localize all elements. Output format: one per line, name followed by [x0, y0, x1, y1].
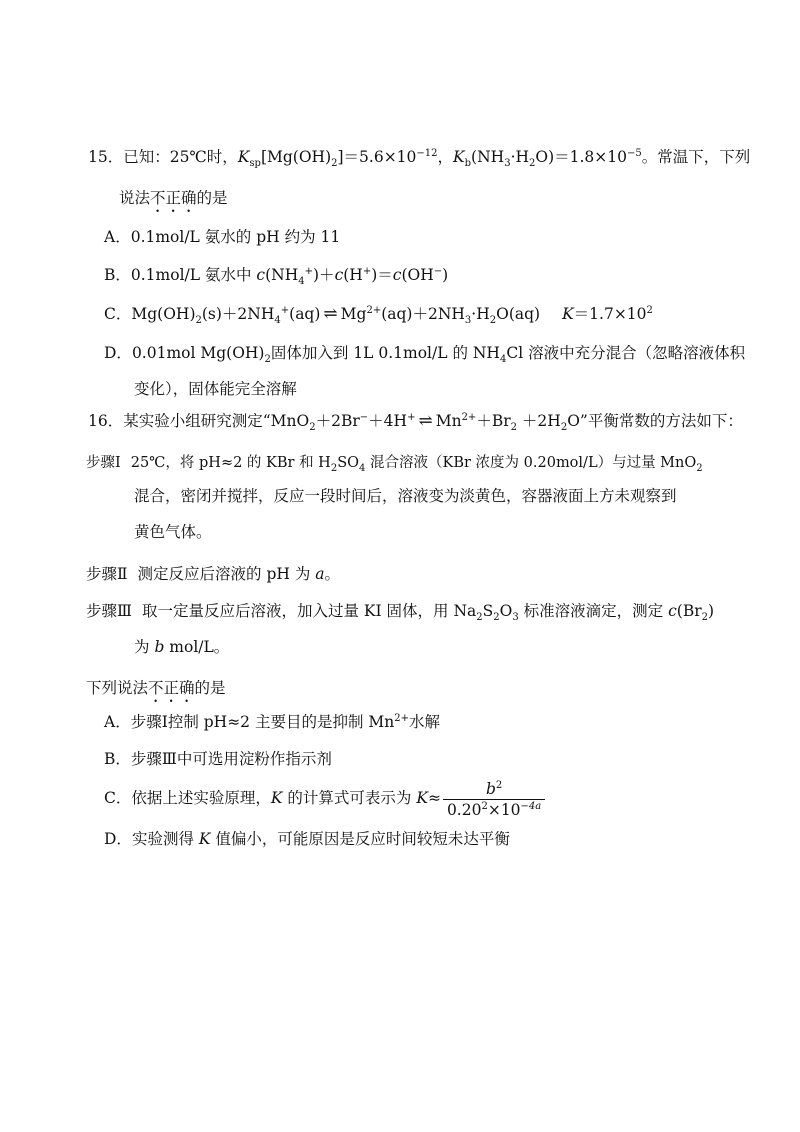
q16-step1-line1: 步骤Ⅰ 25℃，将 pH≈2 的 KBr 和 $H_2SO_4$ 混合溶液（KBr 浓度为 0.20mol/L）与过量 MnO$_2$	[86, 455, 703, 474]
q15-option-a: A．0.1mol/L 氨水的 pH 约为 11	[104, 228, 341, 246]
step-label: 步骤Ⅱ	[86, 565, 128, 583]
q15-option-d-line2: 变化），固体能完全溶解	[134, 380, 297, 398]
q16-option-d: D．实验测得 K 值偏小，可能原因是反应时间较短未达平衡	[104, 830, 510, 848]
q15-option-c: C．$Mg(OH)_2(s)+2NH_4^+(aq)$ ⇌ $Mg^{2+}(aq)+2NH_3\cdot H_2O(aq)$ $K=1.7\times 10^2$	[104, 304, 653, 327]
q16-step1-line3: 黄色气体。	[134, 523, 212, 541]
q15-stem-line2: 说法不正确的是	[119, 189, 228, 207]
q16-option-b: B．步骤Ⅲ中可选用淀粉作指示剂	[104, 750, 332, 768]
q16-prompt: 下列说法不正确的是	[86, 679, 226, 697]
q16-number: 16．	[88, 412, 124, 430]
q16-step3-line1: 步骤Ⅲ 取一定量反应后溶液，加入过量 KI 固体，用 $Na_2S_2O_3$ 标准溶液滴定，测定 $c(Br_2)$	[86, 602, 715, 624]
q15-stem-line1: 15．已知：25℃时，$K_{sp}[Mg(OH)_2]=5.6\times 10^{-12}$，$K_b(NH_3\cdot H_2O)=1.8\times 10^{-5}$。常温下，下列	[88, 147, 751, 170]
q15-option-b: B．0.1mol/L 氨水中 $c(NH_4^+)+c(H^+)=c(OH^-)$	[104, 265, 449, 288]
equilibrium-arrow-icon: ⇌	[323, 304, 338, 324]
equilibrium-arrow-icon: ⇌	[418, 411, 433, 431]
q16-stem: 16．某实验小组研究测定“MnO$_2$＋2Br−＋4H+ ⇌ $Mn^{2+}+Br_2 +2H_2O$”平衡常数的方法如下：	[88, 411, 743, 434]
q16-option-c: C．依据上述实验原理，K 的计算式可表示为 K≈ $\frac{b^2}{0.20^2\times 10^{-4a}}$	[104, 778, 545, 819]
q15-number: 15．	[88, 148, 124, 166]
emphasis-text: 不正确	[148, 679, 195, 697]
q16-step2: 步骤Ⅱ 测定反应后溶液的 pH 为 a。	[86, 565, 341, 583]
emphasis-text: 不正确	[150, 189, 197, 207]
step-label: 步骤Ⅲ	[86, 602, 132, 620]
q16-step3-line2: 为 b mol/L。	[134, 638, 230, 656]
q16-option-a: A．步骤Ⅰ控制 pH≈2 主要目的是抑制 $Mn^{2+}$水解	[104, 712, 441, 731]
q15-option-d-line1: D．0.01mol $Mg(OH)_2$固体加入到 1L 0.1mol/L 的 $NH_4Cl$ 溶液中充分混合（忽略溶液体积	[104, 344, 746, 366]
fraction-expression: $\frac{b^2}{0.20^2\times 10^{-4a}}$	[443, 780, 545, 819]
step-label: 步骤Ⅰ	[86, 455, 121, 471]
q16-step1-line2: 混合，密闭并搅拌，反应一段时间后，溶液变为淡黄色，容器液面上方未观察到	[134, 487, 677, 505]
